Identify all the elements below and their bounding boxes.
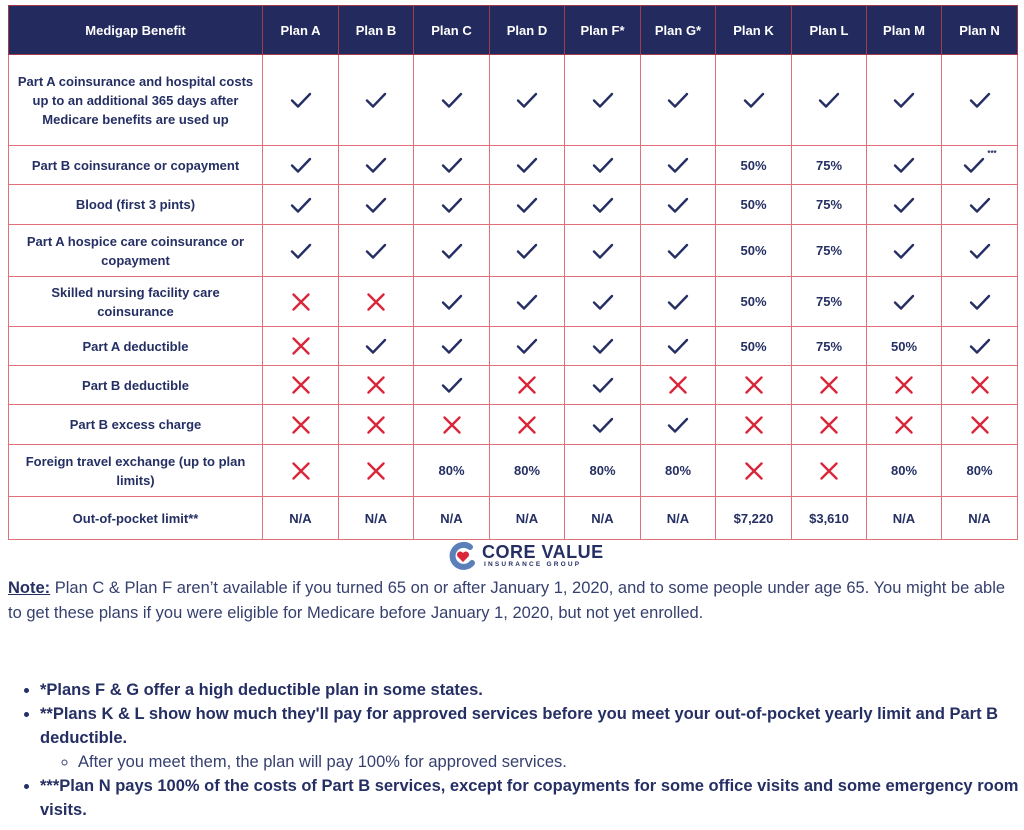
plan-cell (641, 327, 716, 366)
table-header-row (9, 6, 1018, 55)
cross-icon (289, 290, 313, 314)
benefit-label: Part A coinsurance and hospital costs up to an additional 365 days after Medicare benefits are used up (9, 55, 263, 146)
cell-value: 80% (966, 463, 993, 478)
check-icon (515, 290, 539, 314)
footnote-sublist (40, 750, 1024, 774)
plan-cell (867, 445, 942, 497)
plan-cell (565, 497, 641, 540)
footnote-item (40, 702, 1024, 774)
table-row (9, 366, 1018, 405)
header-plan-n: Plan N (942, 6, 1018, 55)
plan-cell (565, 366, 641, 405)
check-icon (289, 193, 313, 217)
benefit-label: Foreign travel exchange (up to plan limits) (9, 445, 263, 497)
benefit-label: Part A hospice care coinsurance or copayment (9, 225, 263, 277)
plan-cell (867, 225, 942, 277)
note-paragraph (8, 576, 1013, 626)
plan-cell (414, 277, 490, 327)
cross-icon (364, 459, 388, 483)
logo-name: CORE VALUE (482, 542, 604, 562)
benefit-label: Skilled nursing facility care coinsurance (9, 277, 263, 327)
check-icon (364, 193, 388, 217)
plan-cell (942, 366, 1018, 405)
check-icon (742, 88, 766, 112)
check-icon (968, 290, 992, 314)
plan-cell (867, 146, 942, 185)
plan-cell (942, 55, 1018, 146)
plan-cell (867, 366, 942, 405)
check-icon (968, 239, 992, 263)
plan-cell (339, 445, 414, 497)
plan-cell (867, 497, 942, 540)
cross-icon (968, 413, 992, 437)
plan-cell (942, 146, 1018, 185)
check-icon (666, 334, 690, 358)
plan-cell (490, 445, 565, 497)
table-row (9, 146, 1018, 185)
check-icon (892, 153, 916, 177)
plan-cell (942, 445, 1018, 497)
cell-value: 50% (740, 243, 767, 258)
header-benefit: Medigap Benefit (9, 6, 263, 55)
footnote-text: *Plans F & G offer a high deductible plan in some states. (40, 681, 483, 699)
plan-cell (339, 277, 414, 327)
cross-icon (364, 413, 388, 437)
cross-icon (892, 413, 916, 437)
note-text: Plan C & Plan F aren’t available if you turned 65 on or after January 1, 2020, and to some people under age 65. You might be able to get these plans if you were eligible for Medicare before January 1, 2020, but not yet enrolled. (8, 579, 1006, 622)
check-icon (817, 88, 841, 112)
note-label: Note: (8, 579, 51, 597)
header-plan-f: Plan F* (565, 6, 641, 55)
check-icon (962, 153, 986, 177)
check-icon (364, 88, 388, 112)
plan-cell (339, 225, 414, 277)
table-row (9, 445, 1018, 497)
cell-value: N/A (440, 510, 463, 526)
header-plan-d: Plan D (490, 6, 565, 55)
plan-cell (414, 185, 490, 225)
cross-icon (742, 373, 766, 397)
heart-c-logo-icon (448, 541, 478, 571)
cell-value: 75% (815, 243, 843, 258)
plan-cell (641, 366, 716, 405)
plan-cell (792, 445, 867, 497)
plan-cell (867, 55, 942, 146)
cell-value: N/A (892, 510, 916, 526)
plan-cell (263, 277, 339, 327)
plan-cell (339, 185, 414, 225)
check-icon (591, 193, 615, 217)
check-icon (666, 290, 690, 314)
cross-icon (742, 413, 766, 437)
core-value-logo (448, 540, 604, 572)
plan-cell (263, 146, 339, 185)
plan-cell (716, 225, 792, 277)
plan-cell (414, 405, 490, 445)
plan-cell (490, 55, 565, 146)
benefit-label: Part A deductible (9, 327, 263, 366)
check-icon (440, 88, 464, 112)
plan-cell (565, 277, 641, 327)
plan-cell (565, 185, 641, 225)
check-icon (364, 153, 388, 177)
cross-icon (817, 373, 841, 397)
check-icon (591, 88, 615, 112)
plan-cell (792, 405, 867, 445)
cross-icon (817, 413, 841, 437)
cross-icon (817, 459, 841, 483)
table-row (9, 327, 1018, 366)
cross-icon (364, 373, 388, 397)
plan-cell (942, 277, 1018, 327)
plan-cell (263, 366, 339, 405)
cross-icon (289, 459, 313, 483)
cell-value: 80% (589, 463, 616, 478)
plan-cell (792, 185, 867, 225)
check-icon (515, 88, 539, 112)
cross-icon (440, 413, 464, 437)
check-icon (515, 334, 539, 358)
cross-icon (364, 290, 388, 314)
cell-value: N/A (968, 510, 991, 526)
check-icon (440, 373, 464, 397)
plan-cell (565, 405, 641, 445)
plan-cell (942, 405, 1018, 445)
plan-cell (263, 185, 339, 225)
footnote-marker: *** (987, 149, 997, 158)
plan-cell (263, 445, 339, 497)
plan-cell (716, 185, 792, 225)
check-icon (289, 88, 313, 112)
plan-cell (263, 225, 339, 277)
check-icon (440, 290, 464, 314)
check-icon (892, 88, 916, 112)
cell-value: $7,220 (733, 510, 774, 526)
plan-cell (792, 225, 867, 277)
plan-cell (716, 497, 792, 540)
cross-icon (289, 373, 313, 397)
footnote-subitem: ◦ After you meet them, the plan will pay 100% for approved services. (78, 750, 1024, 774)
cross-icon (289, 413, 313, 437)
benefit-label: Blood (first 3 pints) (9, 185, 263, 225)
plan-cell (716, 327, 792, 366)
plan-cell (641, 445, 716, 497)
logo-tagline: INSURANCE GROUP (484, 561, 582, 568)
plan-cell (716, 277, 792, 327)
plan-cell (339, 497, 414, 540)
header-plan-k: Plan K (716, 6, 792, 55)
plan-cell (414, 225, 490, 277)
table-row (9, 225, 1018, 277)
check-icon (968, 334, 992, 358)
plan-cell (339, 146, 414, 185)
footnote-item (40, 678, 1024, 702)
cell-value: N/A (666, 510, 690, 526)
plan-cell (490, 225, 565, 277)
footnote-item (40, 774, 1024, 822)
check-icon (892, 290, 916, 314)
cell-value: 75% (815, 294, 843, 309)
plan-cell (414, 55, 490, 146)
table-row (9, 55, 1018, 146)
check-icon (591, 290, 615, 314)
table-row (9, 185, 1018, 225)
cross-icon (515, 373, 539, 397)
plan-cell (414, 366, 490, 405)
plan-cell (716, 55, 792, 146)
cell-value: 80% (438, 463, 465, 478)
benefit-label: Part B deductible (9, 366, 263, 405)
cross-icon (968, 373, 992, 397)
cross-icon (289, 334, 313, 358)
cell-value: N/A (591, 510, 614, 526)
plan-cell (565, 146, 641, 185)
plan-cell (716, 445, 792, 497)
plan-cell (263, 327, 339, 366)
cell-value: 50% (740, 197, 767, 212)
check-icon (666, 413, 690, 437)
cell-value: 75% (815, 197, 843, 212)
plan-cell (641, 277, 716, 327)
cross-icon (892, 373, 916, 397)
table-body (9, 55, 1018, 540)
table-row (9, 405, 1018, 445)
plan-cell (339, 327, 414, 366)
check-icon (591, 413, 615, 437)
plan-cell (490, 327, 565, 366)
cross-icon (515, 413, 539, 437)
check-icon (440, 153, 464, 177)
plan-cell (565, 327, 641, 366)
plan-cell (490, 497, 565, 540)
check-icon (892, 239, 916, 263)
check-icon (515, 193, 539, 217)
cross-icon (742, 459, 766, 483)
plan-cell (490, 146, 565, 185)
cell-value: 50% (740, 294, 767, 309)
check-icon (440, 193, 464, 217)
plan-cell (792, 327, 867, 366)
plan-cell (792, 366, 867, 405)
cell-value: 80% (664, 463, 692, 478)
plan-cell (641, 225, 716, 277)
cell-value: N/A (289, 510, 312, 526)
plan-cell (641, 55, 716, 146)
table-row (9, 497, 1018, 540)
plan-cell (641, 146, 716, 185)
plan-cell (641, 497, 716, 540)
header-plan-b: Plan B (339, 6, 414, 55)
benefit-label: Out-of-pocket limit** (9, 497, 263, 540)
plan-cell (414, 327, 490, 366)
plan-cell (867, 327, 942, 366)
plan-cell (565, 55, 641, 146)
footnote-text: **Plans K & L show how much they'll pay for approved services before you meet your out-of-pocket yearly limit and Part B deductible. (40, 705, 999, 747)
check-icon (968, 88, 992, 112)
plan-cell (414, 445, 490, 497)
check-icon (591, 334, 615, 358)
table-row (9, 277, 1018, 327)
cell-value: 80% (890, 463, 918, 478)
plan-cell (339, 55, 414, 146)
check-icon (515, 153, 539, 177)
benefit-label: Part B excess charge (9, 405, 263, 445)
plan-cell (339, 405, 414, 445)
plan-cell (414, 497, 490, 540)
check-icon (364, 334, 388, 358)
cell-value: 75% (815, 338, 843, 354)
plan-cell (792, 55, 867, 146)
cell-value: 80% (513, 463, 541, 478)
check-icon (892, 193, 916, 217)
plan-cell (942, 327, 1018, 366)
plan-cell (641, 185, 716, 225)
plan-cell (565, 225, 641, 277)
header-plan-g: Plan G* (641, 6, 716, 55)
check-icon (666, 88, 690, 112)
check-icon (289, 153, 313, 177)
check-icon (289, 239, 313, 263)
plan-cell (792, 497, 867, 540)
check-icon (440, 334, 464, 358)
plan-cell (490, 185, 565, 225)
cell-value: 75% (815, 157, 843, 173)
plan-cell (867, 185, 942, 225)
check-icon (364, 239, 388, 263)
header-plan-c: Plan C (414, 6, 490, 55)
plan-cell (716, 405, 792, 445)
plan-cell (414, 146, 490, 185)
cross-icon (666, 373, 690, 397)
plan-cell (792, 277, 867, 327)
plan-cell (867, 405, 942, 445)
plan-cell (263, 497, 339, 540)
plan-cell (641, 405, 716, 445)
cell-value: 50% (890, 338, 918, 354)
plan-cell (490, 277, 565, 327)
plan-cell (867, 277, 942, 327)
check-icon (515, 239, 539, 263)
benefit-label: Part B coinsurance or copayment (9, 146, 263, 185)
plan-cell (792, 146, 867, 185)
plan-cell (339, 366, 414, 405)
check-icon (591, 373, 615, 397)
check-icon (968, 193, 992, 217)
check-icon (666, 239, 690, 263)
header-plan-m: Plan M (867, 6, 942, 55)
cell-value: 50% (740, 157, 767, 173)
cell-value: 50% (740, 338, 767, 354)
plan-cell (942, 497, 1018, 540)
cell-value: N/A (515, 510, 539, 526)
plan-cell (942, 225, 1018, 277)
cell-value: $3,610 (809, 510, 849, 526)
plan-cell (942, 185, 1018, 225)
check-icon (666, 193, 690, 217)
plan-cell (716, 366, 792, 405)
cell-value: N/A (364, 510, 388, 526)
plan-cell (490, 405, 565, 445)
plan-cell (716, 146, 792, 185)
check-icon (591, 239, 615, 263)
plan-cell (565, 445, 641, 497)
medigap-comparison-table (8, 5, 1018, 540)
plan-cell (490, 366, 565, 405)
footnote-text: ***Plan N pays 100% of the costs of Part B services, except for copayments for some office visits and some emergency room visits. (40, 777, 1019, 819)
plan-cell (263, 55, 339, 146)
check-icon (440, 239, 464, 263)
check-icon (666, 153, 690, 177)
header-plan-a: Plan A (263, 6, 339, 55)
plan-cell (263, 405, 339, 445)
footnotes-list (18, 678, 1024, 822)
header-plan-l: Plan L (792, 6, 867, 55)
check-icon (591, 153, 615, 177)
